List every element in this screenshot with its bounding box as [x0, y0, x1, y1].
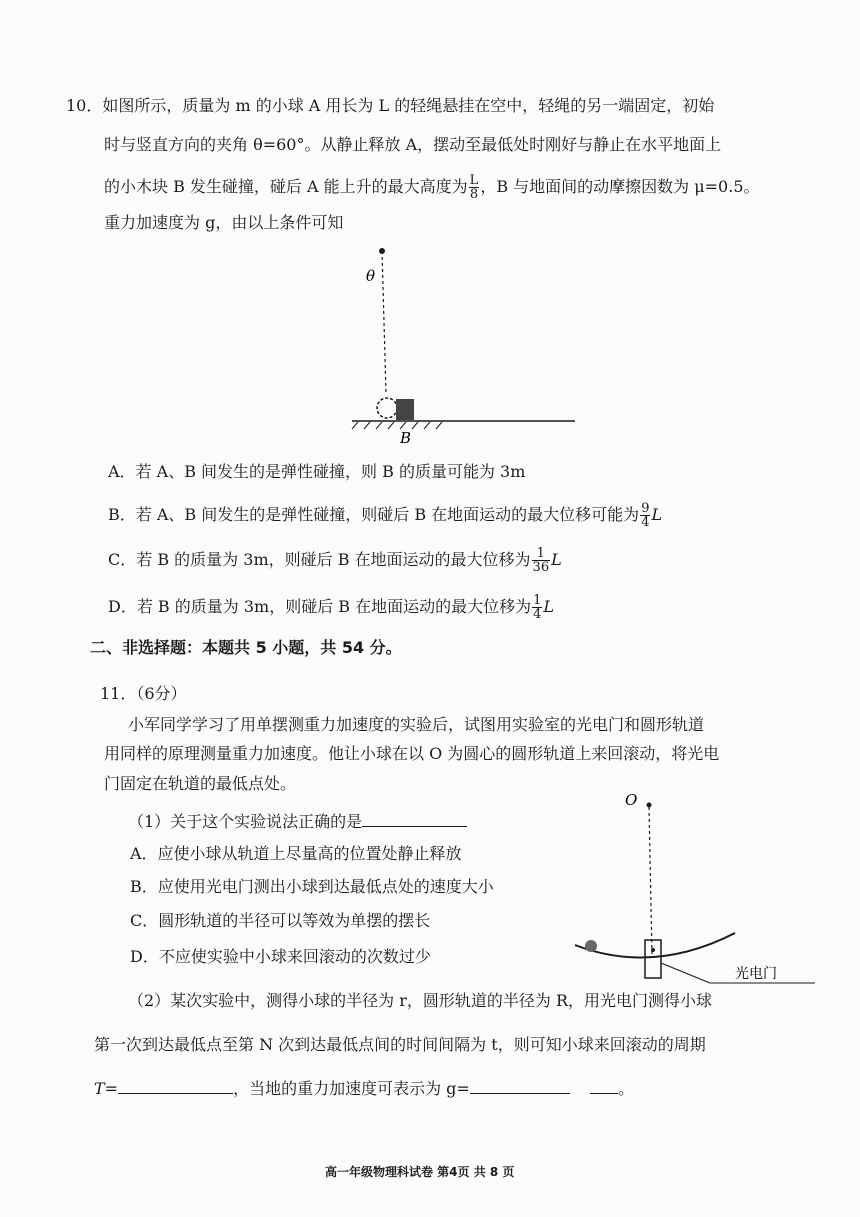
q11-answer-line: T= ，当地的重力加速度可表示为 g= 。: [94, 1079, 635, 1098]
q10-option-d: D．若 B 的质量为 3m，则碰后 B 在地面运动的最大位移为 $\frac{1}{4}$ L: [108, 593, 555, 622]
q11-sub2-line-1: （2）某次实验中，测得小球的半径为 r，圆形轨道的半径为 R，用光电门测得小球: [128, 991, 713, 1010]
section-heading: 二、非选择题：本题共 5 小题，共 54 分。: [90, 638, 402, 657]
q10-option-b: B．若 A、B 间发生的是弹性碰撞，则碰后 B 在地面运动的最大位移可能为 $\frac{9}{4}$ L: [108, 501, 663, 530]
pendulum-diagram: [350, 245, 590, 445]
gravity-blank-2[interactable]: [590, 1077, 618, 1094]
q10-option-a: A．若 A、B 间发生的是弹性碰撞，则 B 的质量可能为 3m: [108, 462, 526, 481]
photogate: [645, 940, 661, 978]
circular-track: [575, 933, 735, 958]
q10-line-3-tail: ，B 与地面间的动摩擦因数为 μ=0.5。: [480, 177, 760, 196]
q11-option-a: A．应使小球从轨道上尽量高的位置处静止释放: [130, 844, 462, 863]
rolling-ball: [585, 940, 597, 952]
q11-option-c: C．圆形轨道的半径可以等效为单摆的摆长: [130, 911, 431, 930]
q11-sub1: （1）关于这个实验说法正确的是: [128, 810, 467, 833]
gravity-blank[interactable]: [470, 1077, 570, 1094]
q11-option-b: B．应使用光电门测出小球到达最低点处的速度大小: [130, 877, 494, 896]
block-b-label: B: [400, 429, 412, 447]
q11-intro-2: 用同样的原理测量重力加速度。他让小球在以 O 为圆心的圆形轨道上来回滚动，将光电: [104, 744, 720, 763]
gate-pointer: [661, 963, 710, 983]
q11-option-d: D．不应使实验中小球来回滚动的次数过少: [130, 947, 431, 966]
q10-line-3: [104, 174, 760, 201]
period-blank[interactable]: [118, 1077, 233, 1094]
photogate-diagram: [565, 785, 825, 995]
q11-intro-1: 小军同学学习了用单摆测重力加速度的实验后，试图用实验室的光电门和圆形轨道: [128, 715, 705, 734]
q10-line-2: 时与竖直方向的夹角 θ=60°。从静止释放 A，摆动至最低处时刚好与静止在水平地面上: [104, 135, 722, 154]
center-point: [647, 803, 652, 808]
answer-blank-1[interactable]: [362, 810, 467, 827]
block-b: [396, 399, 414, 420]
theta-label: θ: [366, 267, 376, 285]
photogate-label: 光电门: [735, 966, 777, 982]
q11-header: 11．（6分）: [100, 684, 187, 703]
string-line: [382, 251, 386, 393]
q11-sub2-line-2: 第一次到达最低点至第 N 次到达最低点间的时间间隔为 t，则可知小球来回滚动的周期: [94, 1035, 706, 1054]
q11-intro-3: 门固定在轨道的最低点处。: [104, 774, 297, 793]
center-o-label: O: [625, 791, 638, 809]
q10-option-c: C．若 B 的质量为 3m，则碰后 B 在地面运动的最大位移为 $\frac{1}{36}$ L: [108, 546, 562, 575]
q10-line-4: 重力加速度为 g，由以上条件可知: [104, 213, 344, 232]
radius-line: [649, 807, 652, 955]
q10-line-1: 10．如图所示，质量为 m 的小球 A 用长为 L 的轻绳悬挂在空中，轻绳的另一端固定，初始: [66, 96, 715, 115]
ball-a-outline: [377, 398, 397, 418]
height-fraction: $\frac{L}{8}$: [469, 173, 479, 202]
page-footer: 高一年级物理科试卷 第4页 共 8 页: [325, 1165, 515, 1179]
q10-line-3-text: 的小木块 B 发生碰撞，碰后 A 能上升的最大高度为: [104, 177, 468, 196]
